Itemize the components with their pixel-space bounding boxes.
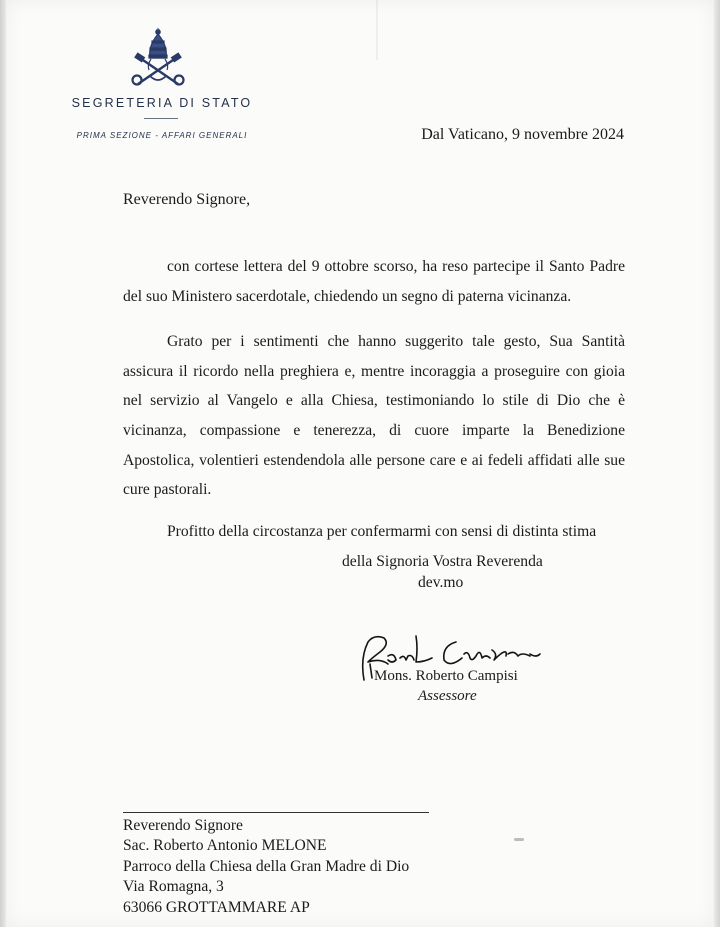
office-section: PRIMA SEZIONE - AFFARI GENERALI (76, 131, 248, 140)
letter-body (123, 252, 625, 505)
letter-page (6, 0, 714, 927)
address-line: Sac. Roberto Antonio MELONE (123, 837, 327, 855)
office-title: SEGRETERIA DI STATO (71, 96, 253, 110)
body-paragraph: con cortese lettera del 9 ottobre scorso, ha reso partecipe il Santo Padre del suo Ministero sacerdotale, chiedendo un segno di paterna vicinanza. (123, 258, 625, 305)
address-divider (123, 812, 429, 813)
letterhead-divider (144, 118, 178, 119)
address-line: Parroco della Chiesa della Gran Madre di Dio (123, 857, 410, 875)
signer-name: Mons. Roberto Campisi (374, 668, 518, 684)
closing-line: Profitto della circostanza per confermarmi con sensi di distinta stima (167, 523, 597, 540)
page-edge-right (714, 0, 720, 927)
recipient-address (123, 816, 409, 918)
papal-coat-of-arms-icon (124, 28, 192, 88)
dateline: Dal Vaticano, 9 novembre 2024 (421, 126, 624, 143)
salutation: Reverendo Signore, (123, 191, 251, 208)
body-paragraph: Grato per i sentimenti che hanno suggerito tale gesto, Sua Santità assicura il ricordo nella preghiera e, mentre incoraggia a proseguire con gioia nel servizio al Vangelo e alla Chiesa, testimoniando lo stile di Dio che è vicinanza, compassione e tenerezza, di cuore imparte la Benedizione Apostolica, volentieri estendendola alle persone care e ai fedeli affidati alle sue cure pastorali. (123, 333, 625, 499)
closing-line: dev.mo (418, 574, 464, 591)
address-line: Via Romagna, 3 (123, 878, 224, 896)
signer-title: Assessore (418, 688, 477, 704)
address-line: Reverendo Signore (123, 817, 243, 834)
paper-speck (514, 838, 524, 841)
address-line: 63066 GROTTAMMARE AP (123, 898, 310, 916)
paper-crease (376, 0, 378, 60)
closing-line: della Signoria Vostra Reverenda (342, 553, 543, 570)
